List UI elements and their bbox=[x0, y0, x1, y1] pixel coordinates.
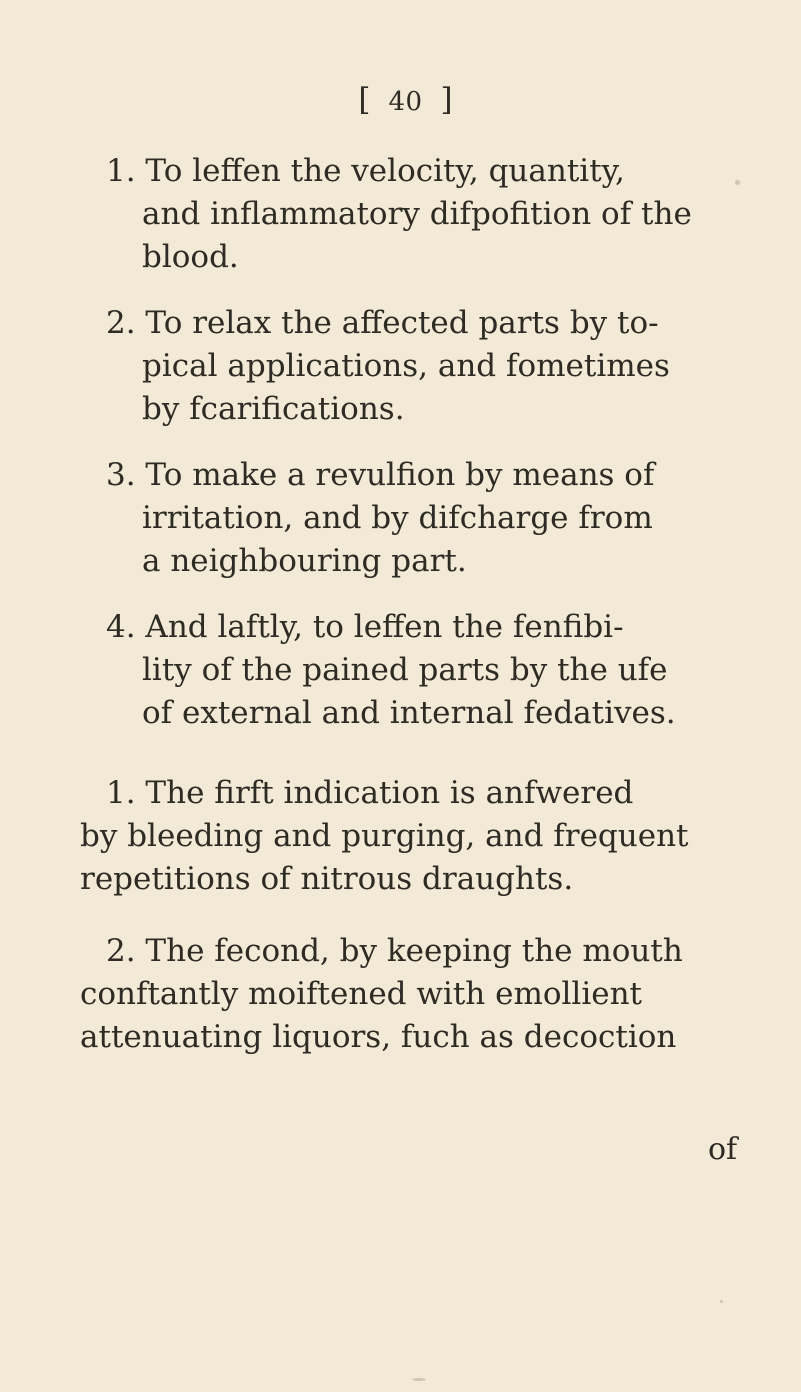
text-line: irritation, and by difcharge from bbox=[142, 500, 653, 536]
text-line: conftantly moiftened with emollient bbox=[80, 976, 643, 1012]
paragraph bbox=[80, 930, 683, 1059]
list-item bbox=[106, 302, 670, 431]
page-number: 40 bbox=[388, 87, 423, 117]
text-line: 2. The fecond, by keeping the mouth bbox=[106, 933, 683, 969]
text-line: of external and internal fedatives. bbox=[142, 695, 676, 731]
text-line: 1. To leffen the velocity, quantity, bbox=[106, 153, 625, 189]
text-line: pical applications, and fometimes bbox=[142, 348, 670, 384]
paper-speck bbox=[720, 1300, 723, 1303]
paragraph bbox=[80, 772, 689, 901]
text-line: by fcarifications. bbox=[142, 391, 405, 427]
text-line: lity of the pained parts by the ufe bbox=[142, 652, 668, 688]
paper-speck bbox=[735, 180, 740, 185]
text-line: 4. And laftly, to leffen the fenfibi- bbox=[106, 609, 624, 645]
list-item bbox=[106, 606, 676, 735]
text-line: by bleeding and purging, and frequent bbox=[80, 818, 689, 854]
text-line: a neighbouring part. bbox=[142, 543, 467, 579]
text-line: 1. The firft indication is anfwered bbox=[106, 775, 634, 811]
text-line: and inflammatory difpofition of the bbox=[142, 196, 692, 232]
text-line: repetitions of nitrous draughts. bbox=[80, 861, 574, 897]
text-line: attenuating liquors, fuch as decoction bbox=[80, 1019, 677, 1055]
paper-speck bbox=[412, 1378, 426, 1381]
text-line: 2. To relax the affected parts by to- bbox=[106, 305, 659, 341]
list-item bbox=[106, 454, 654, 583]
catchword: of bbox=[708, 1132, 738, 1167]
page-number-header bbox=[0, 82, 801, 118]
text-line: blood. bbox=[142, 239, 239, 275]
list-item bbox=[106, 150, 692, 279]
text-line: 3. To make a revulfion by means of bbox=[106, 457, 655, 493]
bracket-close: ] bbox=[440, 82, 453, 118]
bracket-open: [ bbox=[358, 82, 371, 118]
